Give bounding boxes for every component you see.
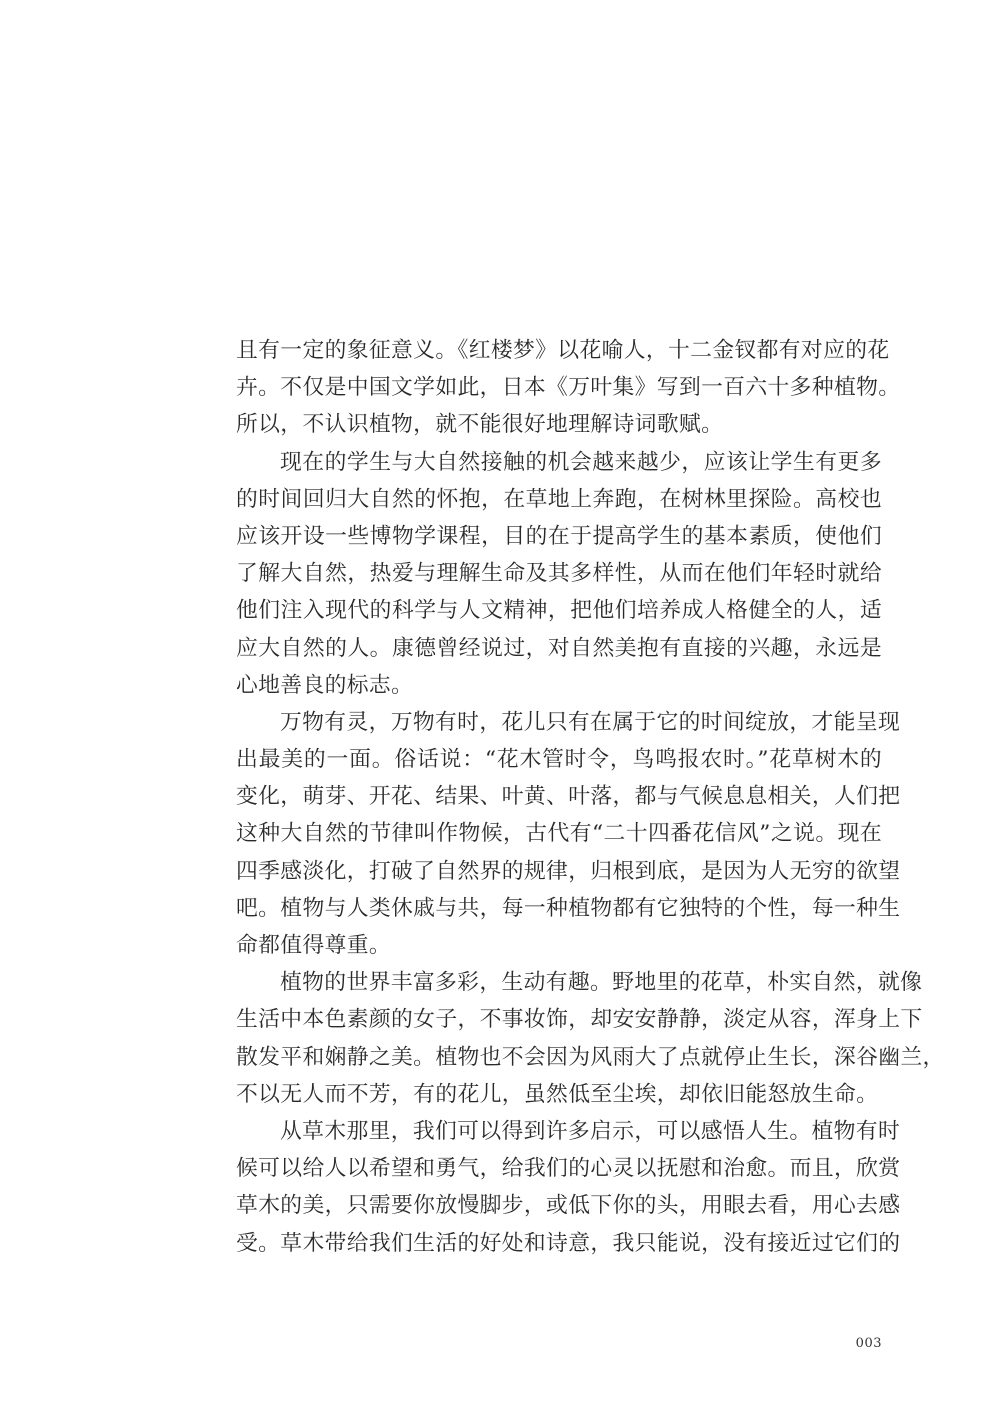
body-text (236, 332, 945, 1262)
text-line: 出最美的一面。俗话说：“花木管时令，鸟鸣报农时。”花草树木的 (236, 747, 882, 773)
text-line: 所以，不认识植物，就不能很好地理解诗词歌赋。 (236, 412, 724, 438)
text-line: 从草木那里，我们可以得到许多启示，可以感悟人生。植物有时 (280, 1118, 901, 1144)
paragraph (236, 704, 901, 964)
text-line: 生活中本色素颜的女子，不事妆饰，却安安静静，淡定从容，浑身上下 (236, 1007, 923, 1033)
text-line: 心地善良的标志。 (236, 672, 414, 698)
text-line: 受。草木带给我们生活的好处和诗意，我只能说，没有接近过它们的 (236, 1230, 901, 1256)
text-line: 吧。植物与人类休戚与共，每一种植物都有它独特的个性，每一种生 (236, 895, 901, 921)
text-line: 卉。不仅是中国文学如此，日本《万叶集》写到一百六十多种植物。 (236, 375, 901, 401)
text-line: 草木的美，只需要你放慢脚步，或低下你的头，用眼去看，用心去感 (236, 1193, 901, 1219)
text-line: 应大自然的人。康德曾经说过，对自然美抱有直接的兴趣，永远是 (236, 635, 882, 661)
paragraph (236, 964, 945, 1113)
paragraph (236, 1113, 901, 1262)
text-line: 应该开设一些博物学课程，目的在于提高学生的基本素质，使他们 (236, 523, 882, 549)
text-line: 四季感淡化，打破了自然界的规律，归根到底，是因为人无穷的欲望 (236, 858, 901, 884)
text-line: 变化，萌芽、开花、结果、叶黄、叶落，都与气候息息相关，人们把 (236, 784, 901, 810)
text-line: 植物的世界丰富多彩，生动有趣。野地里的花草，朴实自然，就像 (280, 970, 923, 996)
text-line: 他们注入现代的科学与人文精神，把他们培养成人格健全的人，适 (236, 598, 882, 624)
text-line: 这种大自然的节律叫作物候，古代有“二十四番花信风”之说。现在 (236, 821, 882, 847)
text-line: 散发平和娴静之美。植物也不会因为风雨大了点就停止生长，深谷幽兰， (236, 1044, 945, 1070)
text-line: 万物有灵，万物有时，花儿只有在属于它的时间绽放，才能呈现 (280, 709, 901, 735)
text-line: 不以无人而不芳，有的花儿，虽然低至尘埃，却依旧能怒放生命。 (236, 1081, 879, 1107)
text-line: 的时间回归大自然的怀抱，在草地上奔跑，在树林里探险。高校也 (236, 486, 882, 512)
text-line: 现在的学生与大自然接触的机会越来越少，应该让学生有更多 (280, 449, 882, 475)
paragraph (236, 444, 882, 704)
page-number: 003 (855, 1336, 882, 1351)
text-line: 且有一定的象征意义。《红楼梦》以花喻人，十二金钗都有对应的花 (236, 338, 890, 363)
text-line: 命都值得尊重。 (236, 933, 392, 958)
text-line: 候可以给人以希望和勇气，给我们的心灵以抚慰和治愈。而且，欣赏 (236, 1156, 901, 1182)
text-line: 了解大自然，热爱与理解生命及其多样性，从而在他们年轻时就给 (236, 561, 882, 587)
paragraph (236, 332, 901, 444)
